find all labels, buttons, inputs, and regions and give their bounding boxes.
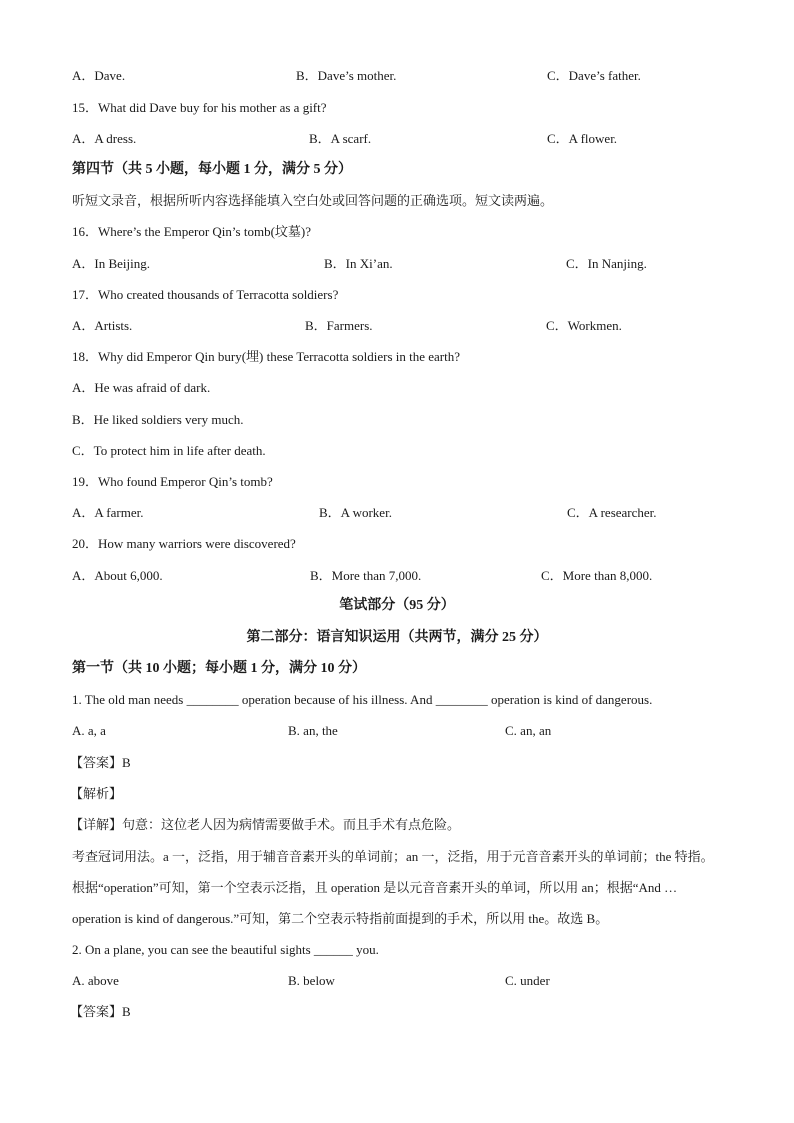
part2-title: 第二部分：语言知识运用（共两节，满分 25 分） [246, 630, 548, 645]
g2-option-b: B. below [288, 973, 335, 988]
q18-option-a: A．He was afraid of dark. [72, 380, 211, 395]
q19-option-a: A．A farmer. [72, 505, 144, 520]
g2-option-c: C. under [505, 973, 550, 988]
g1-stem: 1. The old man needs ________ operation because of his illness. And ________ operation is kind of dangerous. [72, 692, 653, 707]
g2-option-a: A. above [72, 973, 119, 988]
g1-option-c: C. an, an [505, 723, 552, 738]
q14-option-a: A．Dave. [72, 68, 126, 83]
q20-option-b: B．More than 7,000. [310, 568, 422, 583]
q18-option-b: B．He liked soldiers very much. [72, 412, 244, 427]
q18-option-c: C．To protect him in life after death. [72, 443, 266, 458]
g1-option-a: A. a, a [72, 723, 106, 738]
written-part-title: 笔试部分（95 分） [339, 598, 455, 613]
q18-stem: 18．Why did Emperor Qin bury(埋) these Terracotta soldiers in the earth? [72, 349, 461, 364]
answer-value: B [122, 1004, 131, 1019]
part2-section1-title: 第一节（共 10 小题；每小题 1 分，满分 10 分） [72, 661, 366, 676]
q19-option-b: B．A worker. [319, 505, 392, 520]
q14-option-b: B．Dave’s mother. [296, 68, 397, 83]
g1-answer [70, 755, 131, 771]
g1-analysis-label: 【解析】 [70, 786, 123, 801]
q19-stem: 19．Who found Emperor Qin’s tomb? [72, 474, 273, 489]
section4-title: 第四节（共 5 小题，每小题 1 分，满分 5 分） [72, 162, 352, 177]
g1-detail [70, 817, 460, 833]
q16-option-b: B．In Xi’an. [324, 256, 393, 271]
q15-option-b: B．A scarf. [309, 131, 372, 146]
g1-option-b: B. an, the [288, 723, 338, 738]
g2-stem: 2. On a plane, you can see the beautiful sights ______ you. [72, 942, 379, 957]
q20-stem: 20．How many warriors were discovered? [72, 536, 296, 551]
detail-label: 【详解】 [70, 817, 123, 832]
answer-label: 【答案】 [70, 1004, 123, 1019]
section4-instructions: 听短文录音，根据所听内容选择能填入空白处或回答问题的正确选项。短文读两遍。 [72, 193, 554, 208]
q15-option-a: A．A dress. [72, 131, 137, 146]
g2-answer [70, 1004, 131, 1020]
answer-label: 【答案】 [70, 755, 123, 770]
q19-option-c: C．A researcher. [567, 505, 657, 520]
q17-stem: 17．Who created thousands of Terracotta soldiers? [72, 287, 339, 302]
q15-stem: 15．What did Dave buy for his mother as a gift? [72, 100, 327, 115]
q16-option-a: A．In Beijing. [72, 256, 150, 271]
q15-option-c: C．A flower. [547, 131, 618, 146]
q16-option-c: C．In Nanjing. [566, 256, 647, 271]
q14-option-c: C．Dave’s father. [547, 68, 641, 83]
q16-stem: 16．Where’s the Emperor Qin’s tomb(坟墓)? [72, 224, 311, 239]
detail-text: 句意：这位老人因为病情需要做手术。而且手术有点危险。 [122, 817, 461, 832]
answer-value: B [122, 755, 131, 770]
q17-option-c: C．Workmen. [546, 318, 622, 333]
g1-explanation: 考查冠词用法。a 一，泛指，用于辅音音素开头的单词前；an 一，泛指，用于元音音素开头的单词前；the 特指。根据“operation”可知，第一个空表示泛指，且 operation 是以元音音素开头的单词，所以用 an；根据“And … operation is kind of dangerous.”可知，第二个空表示特指前面提到的手术，所以用 the。故选 B。 [72, 849, 714, 926]
q20-option-c: C．More than 8,000. [541, 568, 653, 583]
q17-option-a: A．Artists. [72, 318, 133, 333]
q17-option-b: B．Farmers. [305, 318, 373, 333]
q20-option-a: A．About 6,000. [72, 568, 163, 583]
